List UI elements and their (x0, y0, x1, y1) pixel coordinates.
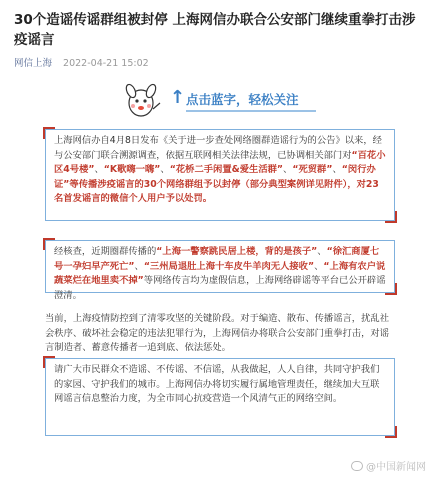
follow-underline (186, 110, 316, 112)
p2-intro: 经核查，近期圈群传播的 (54, 246, 157, 257)
p2-sep-3: 、 (314, 260, 324, 272)
article-title: 30个造谣传谣群组被封停 上海网信办联合公安部门继续重拳打击涉疫谣言 (14, 12, 416, 48)
p1-text: 上海网信办自4月8日发布《关于进一步查处网络圈群造谣行为的公告》以来，经与公安部门联合溯源调查，依据互联网相关法律法规，已协调相关部门对 (54, 135, 382, 161)
p1-highlight-2: “K歌嗨一嗨” (103, 164, 161, 176)
appeal-text: 请广大市民群众不造谣、不传谣、不信谣，从我做起，人人自律，共同守护我们的家园、守护我们的城市。上海网信办将切实履行属地管理责任，继续加大互联网谣言信息整治力度，为全市同心抗疫营造一个风清气正的网络空间。 (54, 364, 380, 405)
cartoon-mascot-icon (118, 79, 164, 121)
warning-paragraph: 当前，上海疫情防控到了清零攻坚的关键阶段。对于编造、散布、传播谣言，扰乱社会秩序、破坏社会稳定的违法犯罪行为，上海网信办将联合公安部门重拳打击，对谣言制造者、蓄意传播者一追到底、依法惩处。 (45, 313, 389, 354)
p1-highlight-4: “死贸群” (292, 164, 333, 176)
p1-highlight-5: “闵行办证” (54, 164, 376, 190)
p1-sep-4: 、 (332, 164, 342, 176)
rumor-check-box (45, 240, 395, 301)
p2-rumor-1: “上海一警察跳民居上楼，背的是孩子” (156, 246, 318, 257)
watermark-text: @中国新闻网 (366, 462, 426, 473)
article-source-link[interactable]: 网信上海 (14, 58, 53, 69)
watermark (351, 458, 426, 473)
p1-sep-2: 、 (160, 164, 170, 176)
p1-sep-3: 、 (283, 164, 293, 176)
p1-sep-1: 、 (94, 164, 104, 176)
p1-highlight-6: 等传播涉疫谣言的30个网络群组予以封停（部分典型案例详见附件），对23名首发谣言的微信个人用户予以处罚。 (54, 178, 379, 205)
p1-highlight-1: “百花小区4号楼” (54, 149, 386, 176)
p2-rumor-2: “徐汇商厦七号一孕妇早产死亡” (54, 246, 380, 272)
p1-highlight-3: “花桥二手闲置&爱生活群” (169, 164, 284, 176)
p2-conclusion: 等网络传言均为虚假信息，上海网络辟谣等平台已公开辟谣澄清。 (54, 275, 386, 301)
p2-sep-1: 、 (317, 246, 327, 257)
follow-text: 点击蓝字，轻松关注 (186, 92, 299, 107)
article-date: 2022-04-21 15:02 (63, 58, 149, 69)
weibo-logo-icon (351, 461, 363, 471)
p2-rumor-4: “上海有农户说蔬菜烂在地里卖不掉” (54, 260, 386, 287)
p2-rumor-3: “三州局退肚上海十车皮牛羊肉无人接收” (143, 260, 315, 272)
p2-sep-2: 、 (134, 260, 144, 272)
article-meta (14, 55, 149, 69)
up-arrow-icon: ↑ (170, 87, 186, 108)
follow-banner[interactable] (118, 79, 322, 121)
announcement-box (45, 129, 395, 221)
appeal-box (45, 358, 395, 436)
